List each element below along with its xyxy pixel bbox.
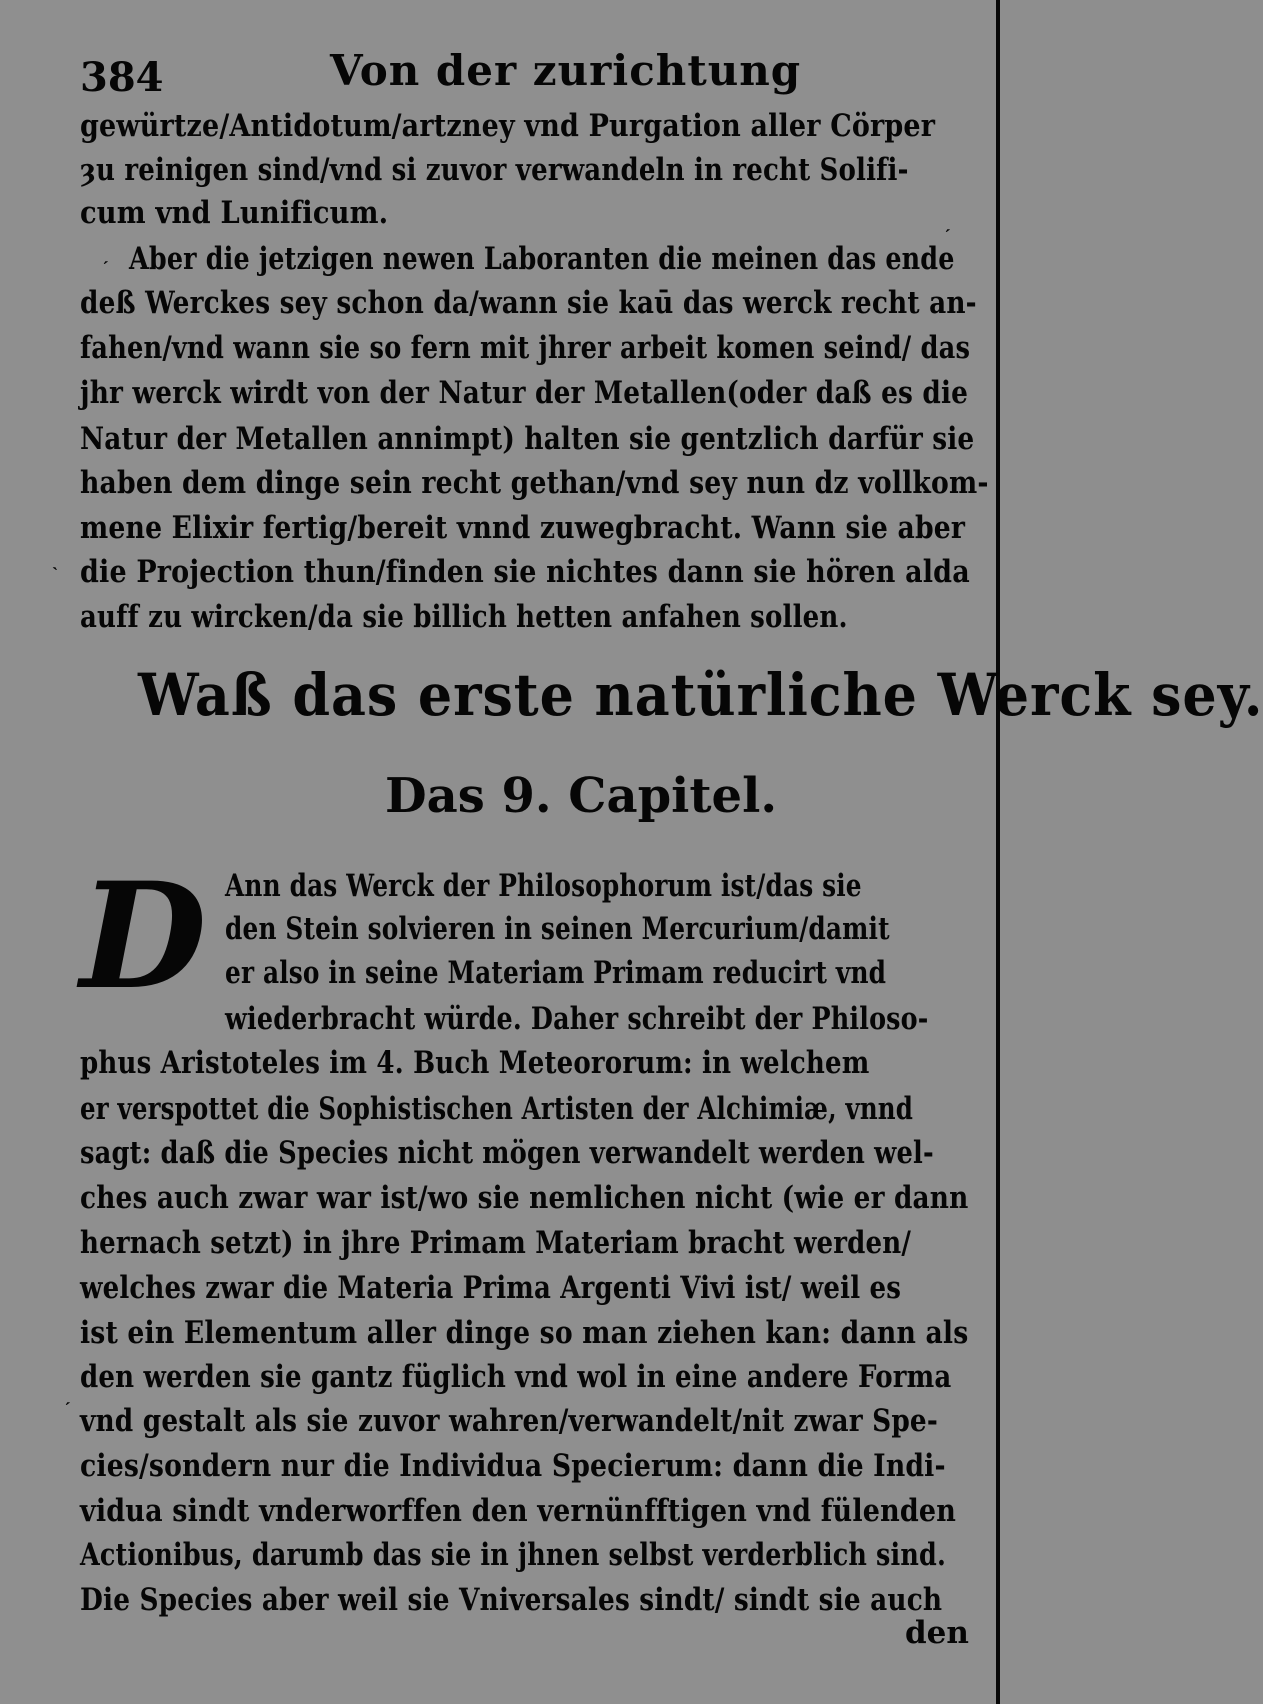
text-line: deß Werckes sey schon da/wann sie kaū das werck recht an- <box>80 285 977 321</box>
text-line: sagt: daß die Species nicht mögen verwandelt werden wel- <box>80 1135 934 1171</box>
printer-mark: ˏ <box>65 1385 71 1406</box>
text-line: Actionibus, darumb das sie in jhnen selbst verderblich sind. <box>80 1537 946 1573</box>
text-line: Natur der Metallen annimpt) halten sie gentzlich darfür sie <box>80 421 975 457</box>
text-line: hernach setzt) in jhre Primam Materiam bracht werden/ <box>80 1225 912 1261</box>
text-line: ist ein Elementum aller dinge so man ziehen kan: dann als <box>80 1315 969 1351</box>
text-line: Aber die jetzigen newen Laboranten die meinen das ende <box>129 241 955 277</box>
text-line: ches auch zwar war ist/wo sie nemlichen nicht (wie er dann <box>80 1180 969 1216</box>
page-number: 384 <box>80 54 164 101</box>
running-head: Von der zurichtung <box>330 46 802 95</box>
catchword: den <box>905 1615 969 1651</box>
text-line: fahen/vnd wann sie so fern mit jhrer arbeit komen seind/ das <box>80 330 971 366</box>
text-line: welches zwar die Materia Prima Argenti Vivi ist/ weil es <box>80 1270 902 1306</box>
page-edge <box>996 0 1000 1704</box>
text-line: er also in seine Materiam Primam reducirt vnd <box>225 955 887 991</box>
text-line: den werden sie gantz füglich vnd wol in eine andere Forma <box>80 1359 952 1395</box>
text-line: phus Aristoteles im 4. Buch Meteororum: in welchem <box>80 1045 870 1081</box>
text-line: die Projection thun/finden sie nichtes dann sie hören alda <box>80 554 970 590</box>
printer-mark: ˏ <box>945 212 951 233</box>
printer-mark: ˏ <box>103 244 109 265</box>
text-line: vnd gestalt als sie zuvor wahren/verwandelt/nit zwar Spe- <box>80 1403 938 1439</box>
text-line: Ann das Werck der Philosophorum ist/das sie <box>225 868 862 904</box>
text-line: vidua sindt vnderworffen den vernünfftigen vnd fülenden <box>80 1493 957 1529</box>
drop-cap-initial: D <box>80 851 207 1022</box>
text-line: haben dem dinge sein recht gethan/vnd sey nun dz vollkom- <box>80 465 989 501</box>
text-line: auff zu wircken/da sie billich hetten anfahen sollen. <box>80 599 848 635</box>
text-line: jhr werck wirdt von der Natur der Metallen(oder daß es die <box>80 375 969 411</box>
text-line: cum vnd Lunificum. <box>80 195 389 231</box>
chapter-heading: Das 9. Capitel. <box>385 768 778 824</box>
text-line: er verspottet die Sophistischen Artisten der Alchimiæ, vnnd <box>80 1091 914 1127</box>
text-line: ȝu reinigen sind/vnd si zuvor verwandeln in recht Solifi- <box>80 152 909 188</box>
text-line: den Stein solvieren in seinen Mercurium/damit <box>225 911 890 947</box>
printer-mark: ˎ <box>52 550 58 571</box>
text-line: Die Species aber weil sie Vniversales sindt/ sindt sie auch <box>80 1582 943 1618</box>
text-line: gewürtze/Antidotum/artzney vnd Purgation aller Cörper <box>80 108 936 144</box>
text-line: wiederbracht würde. Daher schreibt der Philoso- <box>225 1001 929 1037</box>
text-line: cies/sondern nur die Individua Specierum: dann die Indi- <box>80 1448 946 1484</box>
text-line: mene Elixir fertig/bereit vnnd zuwegbracht. Wann sie aber <box>80 510 966 546</box>
section-heading: Waß das erste natürliche Werck sey. <box>138 661 1263 729</box>
